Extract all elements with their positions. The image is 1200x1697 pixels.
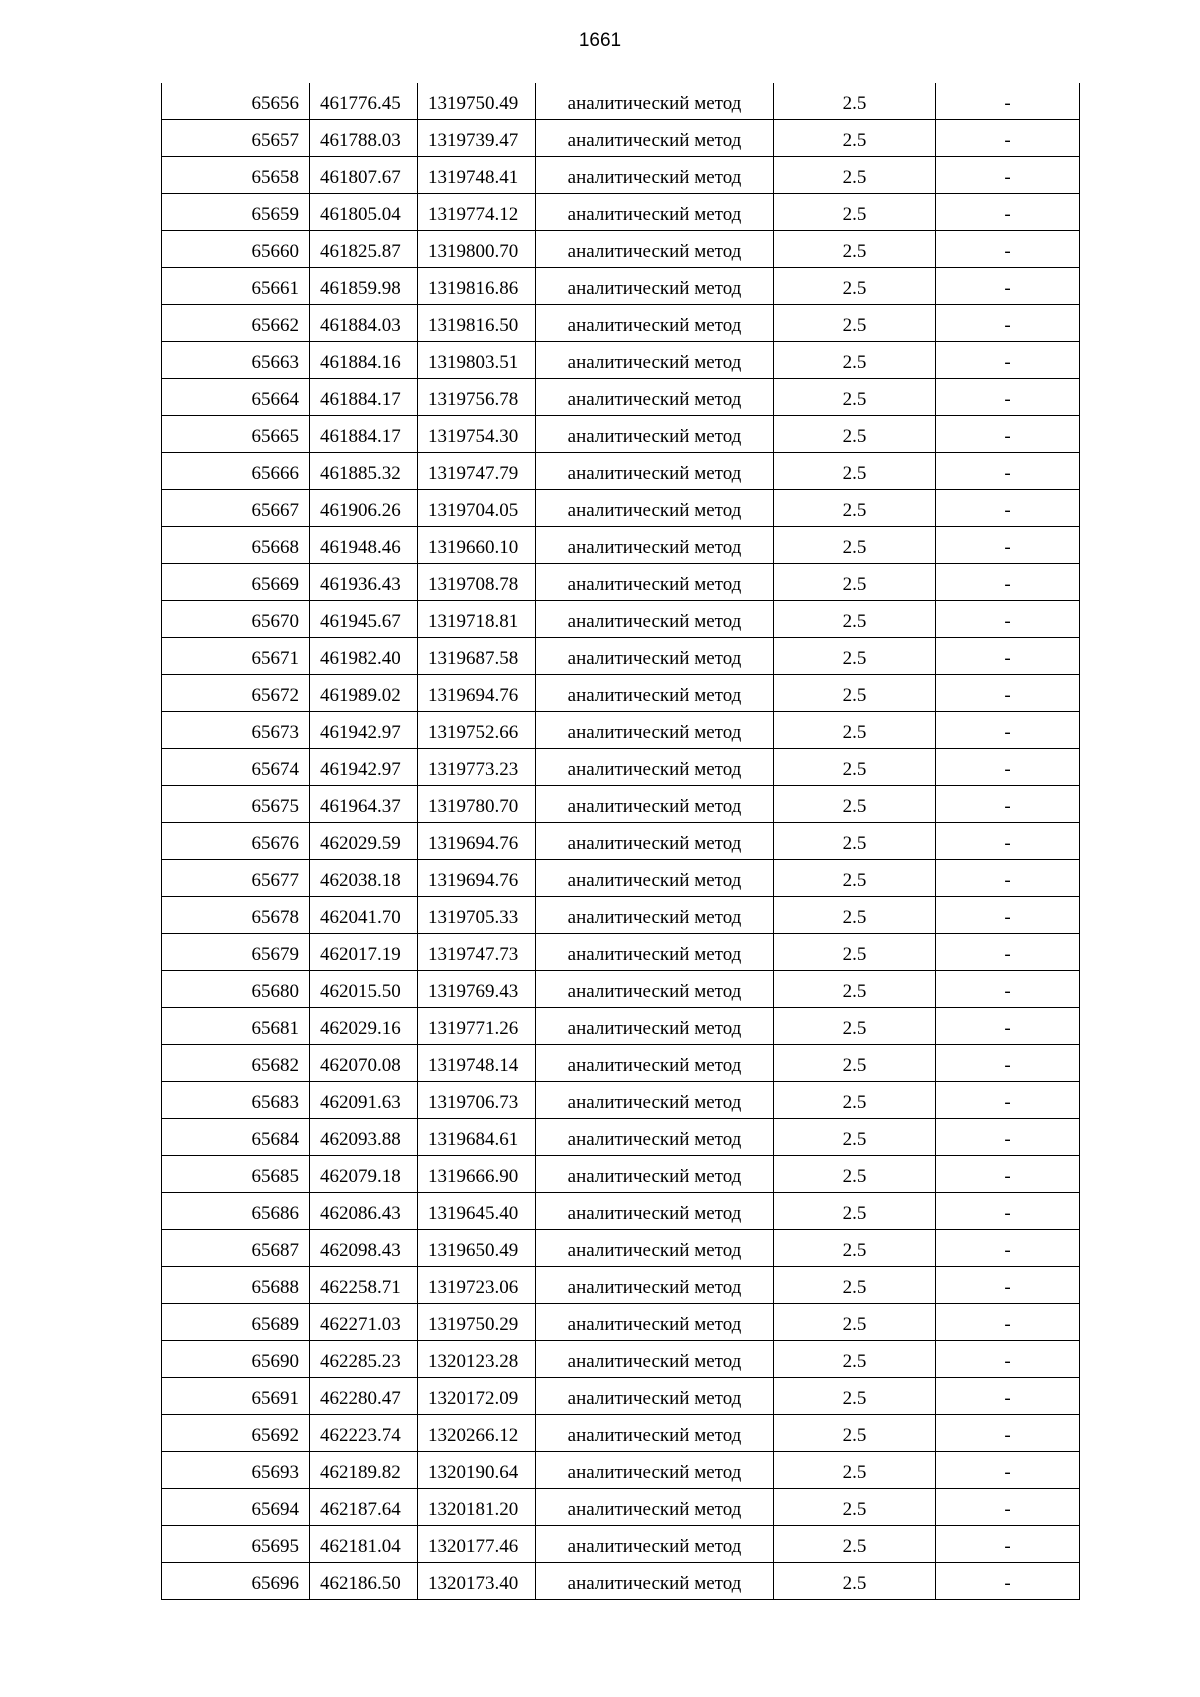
accuracy-cell: 2.5 [774,564,936,601]
y-coordinate-cell: 1319718.81 [418,601,536,638]
accuracy-cell: 2.5 [774,194,936,231]
y-coordinate-cell: 1319694.76 [418,823,536,860]
y-coordinate-cell: 1319723.06 [418,1267,536,1304]
y-coordinate-cell: 1319774.12 [418,194,536,231]
note-cell: - [936,601,1080,638]
y-coordinate-cell: 1319769.43 [418,971,536,1008]
accuracy-cell: 2.5 [774,749,936,786]
point-number-cell: 65663 [162,342,310,379]
x-coordinate-cell: 461906.26 [310,490,418,527]
note-cell: - [936,897,1080,934]
x-coordinate-cell: 461964.37 [310,786,418,823]
point-number-cell: 65691 [162,1378,310,1415]
x-coordinate-cell: 462093.88 [310,1119,418,1156]
y-coordinate-cell: 1319771.26 [418,1008,536,1045]
table-row [162,1156,1080,1193]
table-row [162,601,1080,638]
point-number-cell: 65660 [162,231,310,268]
accuracy-cell: 2.5 [774,712,936,749]
accuracy-cell: 2.5 [774,786,936,823]
y-coordinate-cell: 1320173.40 [418,1563,536,1600]
table-row [162,490,1080,527]
table-row [162,120,1080,157]
accuracy-cell: 2.5 [774,1119,936,1156]
method-cell: аналитический метод [536,786,774,823]
table-row [162,1304,1080,1341]
point-number-cell: 65662 [162,305,310,342]
y-coordinate-cell: 1319756.78 [418,379,536,416]
accuracy-cell: 2.5 [774,601,936,638]
point-number-cell: 65681 [162,1008,310,1045]
note-cell: - [936,1341,1080,1378]
table-row [162,1526,1080,1563]
x-coordinate-cell: 461884.17 [310,416,418,453]
accuracy-cell: 2.5 [774,1156,936,1193]
x-coordinate-cell: 462070.08 [310,1045,418,1082]
method-cell: аналитический метод [536,564,774,601]
y-coordinate-cell: 1319803.51 [418,342,536,379]
table-row [162,1341,1080,1378]
table-row [162,712,1080,749]
method-cell: аналитический метод [536,1489,774,1526]
accuracy-cell: 2.5 [774,1489,936,1526]
point-number-cell: 65658 [162,157,310,194]
page-number: 1661 [578,30,622,51]
x-coordinate-cell: 461807.67 [310,157,418,194]
note-cell: - [936,1415,1080,1452]
method-cell: аналитический метод [536,453,774,490]
method-cell: аналитический метод [536,823,774,860]
point-number-cell: 65674 [162,749,310,786]
note-cell: - [936,638,1080,675]
y-coordinate-cell: 1319650.49 [418,1230,536,1267]
point-number-cell: 65665 [162,416,310,453]
point-number-cell: 65682 [162,1045,310,1082]
method-cell: аналитический метод [536,971,774,1008]
note-cell: - [936,268,1080,305]
x-coordinate-cell: 462015.50 [310,971,418,1008]
table-row [162,83,1080,120]
accuracy-cell: 2.5 [774,897,936,934]
table-row [162,342,1080,379]
point-number-cell: 65693 [162,1452,310,1489]
note-cell: - [936,786,1080,823]
method-cell: аналитический метод [536,1304,774,1341]
accuracy-cell: 2.5 [774,120,936,157]
note-cell: - [936,416,1080,453]
y-coordinate-cell: 1319747.79 [418,453,536,490]
note-cell: - [936,231,1080,268]
accuracy-cell: 2.5 [774,1008,936,1045]
table-row [162,305,1080,342]
x-coordinate-cell: 462186.50 [310,1563,418,1600]
method-cell: аналитический метод [536,934,774,971]
point-number-cell: 65695 [162,1526,310,1563]
note-cell: - [936,1378,1080,1415]
table-row [162,786,1080,823]
table-row [162,1045,1080,1082]
coordinates-table-body [162,83,1080,1600]
method-cell: аналитический метод [536,1230,774,1267]
x-coordinate-cell: 462086.43 [310,1193,418,1230]
point-number-cell: 65657 [162,120,310,157]
accuracy-cell: 2.5 [774,934,936,971]
x-coordinate-cell: 461982.40 [310,638,418,675]
x-coordinate-cell: 462038.18 [310,860,418,897]
method-cell: аналитический метод [536,1563,774,1600]
table-row [162,1563,1080,1600]
note-cell: - [936,934,1080,971]
y-coordinate-cell: 1319666.90 [418,1156,536,1193]
x-coordinate-cell: 461945.67 [310,601,418,638]
accuracy-cell: 2.5 [774,1045,936,1082]
table-row [162,231,1080,268]
method-cell: аналитический метод [536,416,774,453]
note-cell: - [936,1156,1080,1193]
point-number-cell: 65690 [162,1341,310,1378]
table-row [162,157,1080,194]
table-row [162,638,1080,675]
x-coordinate-cell: 462091.63 [310,1082,418,1119]
method-cell: аналитический метод [536,231,774,268]
note-cell: - [936,1304,1080,1341]
coordinates-table [161,83,1080,1600]
y-coordinate-cell: 1319708.78 [418,564,536,601]
note-cell: - [936,564,1080,601]
method-cell: аналитический метод [536,749,774,786]
accuracy-cell: 2.5 [774,638,936,675]
accuracy-cell: 2.5 [774,416,936,453]
y-coordinate-cell: 1319816.50 [418,305,536,342]
y-coordinate-cell: 1319750.29 [418,1304,536,1341]
table-row [162,1415,1080,1452]
y-coordinate-cell: 1319704.05 [418,490,536,527]
accuracy-cell: 2.5 [774,860,936,897]
method-cell: аналитический метод [536,1267,774,1304]
point-number-cell: 65680 [162,971,310,1008]
point-number-cell: 65688 [162,1267,310,1304]
method-cell: аналитический метод [536,268,774,305]
method-cell: аналитический метод [536,1008,774,1045]
accuracy-cell: 2.5 [774,83,936,120]
accuracy-cell: 2.5 [774,823,936,860]
accuracy-cell: 2.5 [774,342,936,379]
accuracy-cell: 2.5 [774,305,936,342]
y-coordinate-cell: 1319705.33 [418,897,536,934]
x-coordinate-cell: 461936.43 [310,564,418,601]
table-row [162,1378,1080,1415]
method-cell: аналитический метод [536,1045,774,1082]
table-row [162,194,1080,231]
accuracy-cell: 2.5 [774,675,936,712]
table-row [162,1008,1080,1045]
x-coordinate-cell: 462098.43 [310,1230,418,1267]
point-number-cell: 65667 [162,490,310,527]
x-coordinate-cell: 461884.03 [310,305,418,342]
point-number-cell: 65694 [162,1489,310,1526]
point-number-cell: 65670 [162,601,310,638]
y-coordinate-cell: 1319748.41 [418,157,536,194]
y-coordinate-cell: 1319694.76 [418,860,536,897]
note-cell: - [936,1452,1080,1489]
note-cell: - [936,305,1080,342]
accuracy-cell: 2.5 [774,1341,936,1378]
point-number-cell: 65676 [162,823,310,860]
method-cell: аналитический метод [536,83,774,120]
method-cell: аналитический метод [536,194,774,231]
note-cell: - [936,120,1080,157]
note-cell: - [936,194,1080,231]
x-coordinate-cell: 461885.32 [310,453,418,490]
table-row [162,860,1080,897]
note-cell: - [936,971,1080,1008]
method-cell: аналитический метод [536,1452,774,1489]
y-coordinate-cell: 1319687.58 [418,638,536,675]
y-coordinate-cell: 1319747.73 [418,934,536,971]
method-cell: аналитический метод [536,120,774,157]
method-cell: аналитический метод [536,601,774,638]
x-coordinate-cell: 462280.47 [310,1378,418,1415]
accuracy-cell: 2.5 [774,527,936,564]
note-cell: - [936,1045,1080,1082]
table-row [162,1267,1080,1304]
table-row [162,268,1080,305]
method-cell: аналитический метод [536,1378,774,1415]
point-number-cell: 65668 [162,527,310,564]
x-coordinate-cell: 462187.64 [310,1489,418,1526]
note-cell: - [936,860,1080,897]
x-coordinate-cell: 461776.45 [310,83,418,120]
note-cell: - [936,1563,1080,1600]
accuracy-cell: 2.5 [774,971,936,1008]
point-number-cell: 65661 [162,268,310,305]
accuracy-cell: 2.5 [774,157,936,194]
point-number-cell: 65678 [162,897,310,934]
note-cell: - [936,157,1080,194]
y-coordinate-cell: 1319780.70 [418,786,536,823]
x-coordinate-cell: 462079.18 [310,1156,418,1193]
table-row [162,675,1080,712]
note-cell: - [936,1119,1080,1156]
x-coordinate-cell: 461884.16 [310,342,418,379]
point-number-cell: 65683 [162,1082,310,1119]
note-cell: - [936,749,1080,786]
method-cell: аналитический метод [536,712,774,749]
method-cell: аналитический метод [536,860,774,897]
accuracy-cell: 2.5 [774,1267,936,1304]
accuracy-cell: 2.5 [774,268,936,305]
y-coordinate-cell: 1319739.47 [418,120,536,157]
point-number-cell: 65656 [162,83,310,120]
x-coordinate-cell: 461942.97 [310,712,418,749]
y-coordinate-cell: 1319660.10 [418,527,536,564]
x-coordinate-cell: 462223.74 [310,1415,418,1452]
y-coordinate-cell: 1319752.66 [418,712,536,749]
point-number-cell: 65679 [162,934,310,971]
note-cell: - [936,1526,1080,1563]
point-number-cell: 65669 [162,564,310,601]
accuracy-cell: 2.5 [774,1378,936,1415]
point-number-cell: 65677 [162,860,310,897]
y-coordinate-cell: 1320123.28 [418,1341,536,1378]
point-number-cell: 65692 [162,1415,310,1452]
y-coordinate-cell: 1319816.86 [418,268,536,305]
method-cell: аналитический метод [536,379,774,416]
table-row [162,1082,1080,1119]
accuracy-cell: 2.5 [774,1452,936,1489]
accuracy-cell: 2.5 [774,1415,936,1452]
note-cell: - [936,675,1080,712]
x-coordinate-cell: 462271.03 [310,1304,418,1341]
table-row [162,971,1080,1008]
table-row [162,453,1080,490]
method-cell: аналитический метод [536,897,774,934]
table-row [162,1452,1080,1489]
method-cell: аналитический метод [536,157,774,194]
table-row [162,897,1080,934]
note-cell: - [936,1082,1080,1119]
table-row [162,416,1080,453]
point-number-cell: 65696 [162,1563,310,1600]
point-number-cell: 65664 [162,379,310,416]
note-cell: - [936,823,1080,860]
note-cell: - [936,527,1080,564]
note-cell: - [936,1489,1080,1526]
table-row [162,379,1080,416]
method-cell: аналитический метод [536,1415,774,1452]
x-coordinate-cell: 462181.04 [310,1526,418,1563]
method-cell: аналитический метод [536,1156,774,1193]
point-number-cell: 65685 [162,1156,310,1193]
point-number-cell: 65689 [162,1304,310,1341]
table-row [162,934,1080,971]
x-coordinate-cell: 461788.03 [310,120,418,157]
method-cell: аналитический метод [536,1341,774,1378]
x-coordinate-cell: 461942.97 [310,749,418,786]
table-row [162,1489,1080,1526]
table-row [162,823,1080,860]
table-row [162,1230,1080,1267]
y-coordinate-cell: 1319754.30 [418,416,536,453]
accuracy-cell: 2.5 [774,453,936,490]
y-coordinate-cell: 1319800.70 [418,231,536,268]
note-cell: - [936,379,1080,416]
method-cell: аналитический метод [536,1082,774,1119]
x-coordinate-cell: 461884.17 [310,379,418,416]
x-coordinate-cell: 462041.70 [310,897,418,934]
table-row [162,564,1080,601]
x-coordinate-cell: 461989.02 [310,675,418,712]
point-number-cell: 65686 [162,1193,310,1230]
table-row [162,1193,1080,1230]
table-row [162,1119,1080,1156]
x-coordinate-cell: 461859.98 [310,268,418,305]
method-cell: аналитический метод [536,638,774,675]
accuracy-cell: 2.5 [774,1304,936,1341]
method-cell: аналитический метод [536,490,774,527]
y-coordinate-cell: 1319694.76 [418,675,536,712]
x-coordinate-cell: 462258.71 [310,1267,418,1304]
note-cell: - [936,1267,1080,1304]
method-cell: аналитический метод [536,1193,774,1230]
accuracy-cell: 2.5 [774,1230,936,1267]
accuracy-cell: 2.5 [774,1563,936,1600]
method-cell: аналитический метод [536,1119,774,1156]
note-cell: - [936,453,1080,490]
x-coordinate-cell: 462017.19 [310,934,418,971]
y-coordinate-cell: 1319706.73 [418,1082,536,1119]
note-cell: - [936,1230,1080,1267]
x-coordinate-cell: 461825.87 [310,231,418,268]
point-number-cell: 65675 [162,786,310,823]
point-number-cell: 65671 [162,638,310,675]
method-cell: аналитический метод [536,1526,774,1563]
accuracy-cell: 2.5 [774,379,936,416]
note-cell: - [936,1193,1080,1230]
point-number-cell: 65666 [162,453,310,490]
table-row [162,527,1080,564]
y-coordinate-cell: 1319750.49 [418,83,536,120]
point-number-cell: 65684 [162,1119,310,1156]
x-coordinate-cell: 462189.82 [310,1452,418,1489]
accuracy-cell: 2.5 [774,1526,936,1563]
y-coordinate-cell: 1320190.64 [418,1452,536,1489]
accuracy-cell: 2.5 [774,490,936,527]
table-row [162,749,1080,786]
y-coordinate-cell: 1320177.46 [418,1526,536,1563]
accuracy-cell: 2.5 [774,1193,936,1230]
accuracy-cell: 2.5 [774,1082,936,1119]
point-number-cell: 65673 [162,712,310,749]
x-coordinate-cell: 462029.16 [310,1008,418,1045]
y-coordinate-cell: 1320266.12 [418,1415,536,1452]
method-cell: аналитический метод [536,305,774,342]
note-cell: - [936,83,1080,120]
point-number-cell: 65672 [162,675,310,712]
x-coordinate-cell: 461948.46 [310,527,418,564]
method-cell: аналитический метод [536,342,774,379]
point-number-cell: 65659 [162,194,310,231]
note-cell: - [936,342,1080,379]
y-coordinate-cell: 1319684.61 [418,1119,536,1156]
method-cell: аналитический метод [536,527,774,564]
x-coordinate-cell: 462285.23 [310,1341,418,1378]
x-coordinate-cell: 461805.04 [310,194,418,231]
y-coordinate-cell: 1319645.40 [418,1193,536,1230]
y-coordinate-cell: 1320181.20 [418,1489,536,1526]
accuracy-cell: 2.5 [774,231,936,268]
note-cell: - [936,1008,1080,1045]
x-coordinate-cell: 462029.59 [310,823,418,860]
point-number-cell: 65687 [162,1230,310,1267]
y-coordinate-cell: 1319748.14 [418,1045,536,1082]
note-cell: - [936,712,1080,749]
note-cell: - [936,490,1080,527]
y-coordinate-cell: 1320172.09 [418,1378,536,1415]
method-cell: аналитический метод [536,675,774,712]
y-coordinate-cell: 1319773.23 [418,749,536,786]
